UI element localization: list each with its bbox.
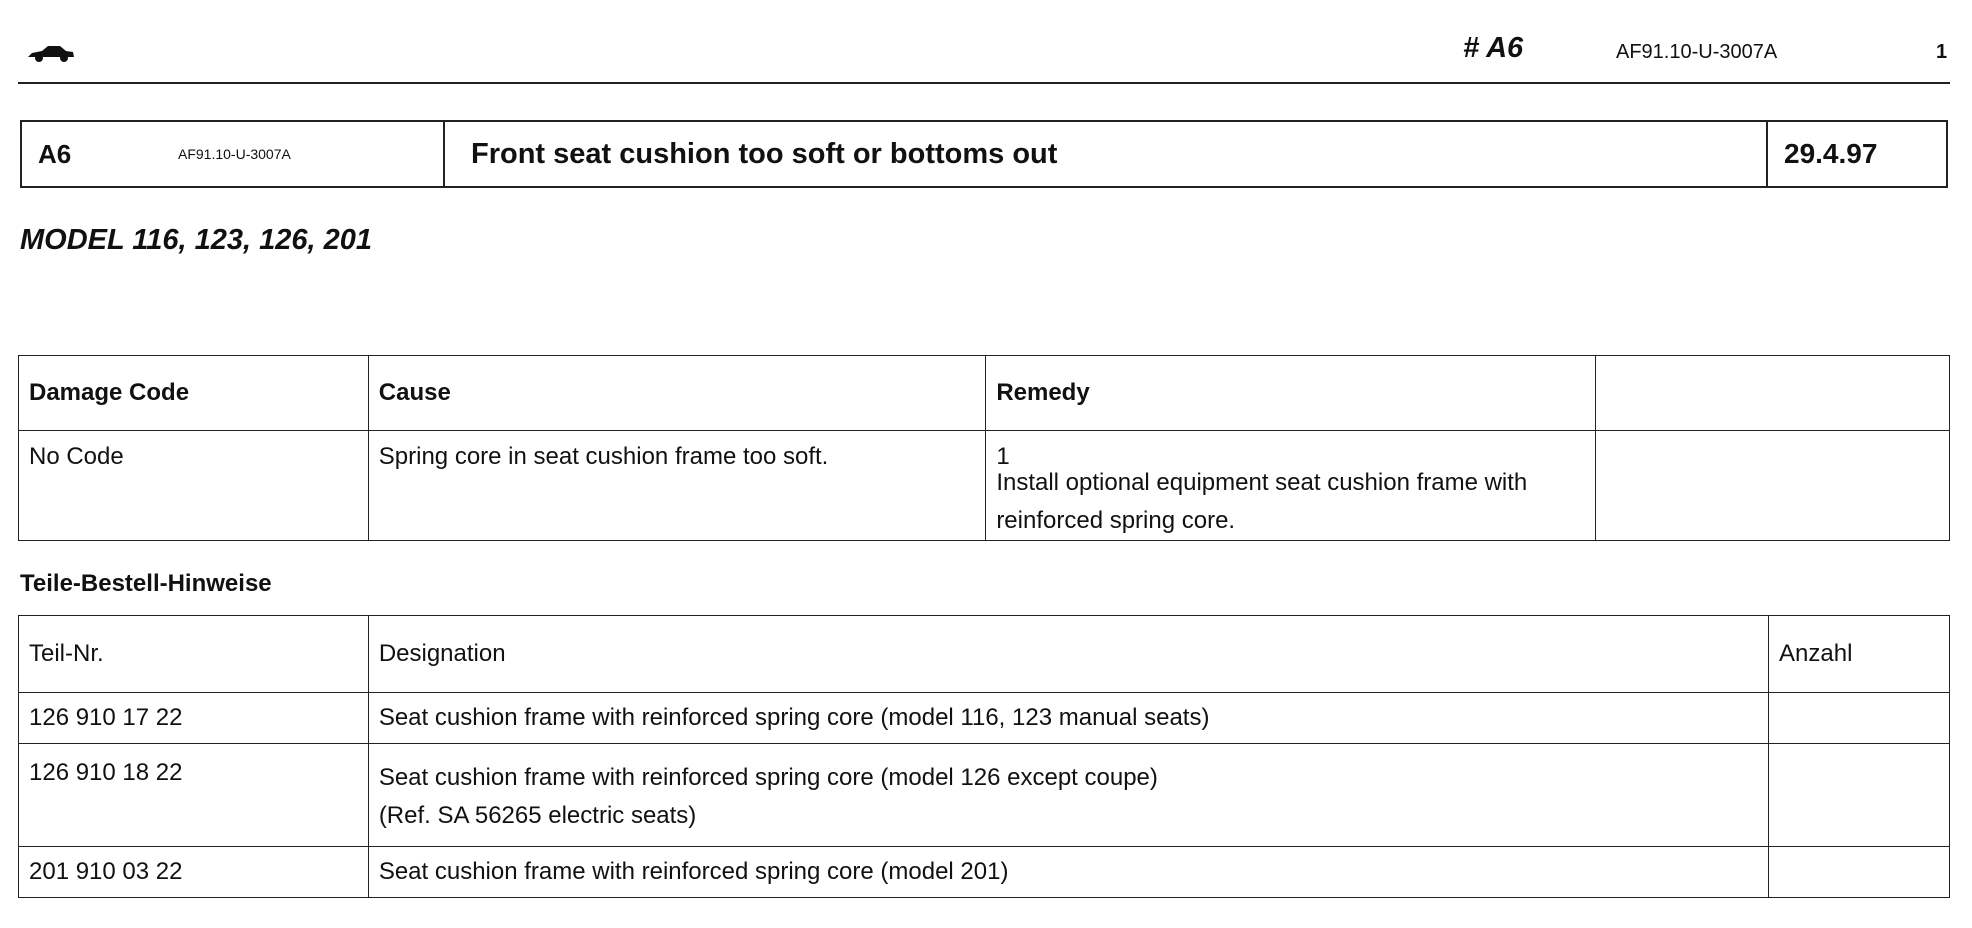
remedy-cell [986, 431, 1596, 541]
quantity-cell [1769, 847, 1950, 898]
car-icon [26, 42, 76, 64]
quantity-cell [1769, 744, 1950, 847]
damage-table-header-row [19, 356, 1950, 431]
table-row [19, 431, 1950, 541]
title-box-id-cell [22, 122, 445, 186]
document-id: A6 [38, 138, 72, 169]
parts-table-header-row [19, 616, 1950, 693]
cause-header: Cause [368, 356, 986, 431]
model-line: MODEL 116, 123, 126, 201 [20, 224, 372, 256]
parts-table [18, 615, 1950, 898]
title-box [20, 120, 1948, 188]
designation-header: Designation [368, 616, 1768, 693]
table-row [19, 693, 1950, 744]
part-number-header: Teil-Nr. [19, 616, 369, 693]
damage-code-header: Damage Code [19, 356, 369, 431]
table-row [19, 847, 1950, 898]
designation-cell: Seat cushion frame with reinforced spring core (model 116, 123 manual seats) [368, 693, 1768, 744]
damage-code-cell: No Code [19, 431, 369, 541]
cause-cell: Spring core in seat cushion frame too soft. [368, 431, 986, 541]
part-number-cell: 126 910 17 22 [19, 693, 369, 744]
parts-heading: Teile-Bestell-Hinweise [20, 570, 272, 597]
damage-table [18, 355, 1950, 541]
designation-cell [368, 744, 1768, 847]
table-row [19, 744, 1950, 847]
document-reference: AF91.10-U-3007A [178, 146, 291, 162]
part-number-cell: 201 910 03 22 [19, 847, 369, 898]
header-code: # A6 [1463, 32, 1524, 64]
designation-cell: Seat cushion frame with reinforced spring core (model 201) [368, 847, 1768, 898]
quantity-header: Anzahl [1769, 616, 1950, 693]
document-date: 29.4.97 [1784, 138, 1878, 169]
designation-text: Seat cushion frame with reinforced spring core (model 126 except coupe) [378, 764, 1158, 791]
remedy-text: Install optional equipment seat cushion frame with reinforced spring core. [996, 469, 1528, 534]
header-reference: AF91.10-U-3007A [1616, 41, 1778, 63]
part-number-cell: 126 910 18 22 [19, 744, 369, 847]
document-title: Front seat cushion too soft or bottoms out [445, 122, 1768, 186]
empty-cell [1596, 431, 1950, 541]
designation-note: (Ref. SA 56265 electric seats) [378, 802, 697, 829]
running-header [18, 32, 1950, 84]
page-number: 1 [1936, 41, 1948, 63]
remedy-number: 1 [996, 443, 1010, 470]
empty-header [1596, 356, 1950, 431]
quantity-cell [1769, 693, 1950, 744]
remedy-header: Remedy [986, 356, 1596, 431]
